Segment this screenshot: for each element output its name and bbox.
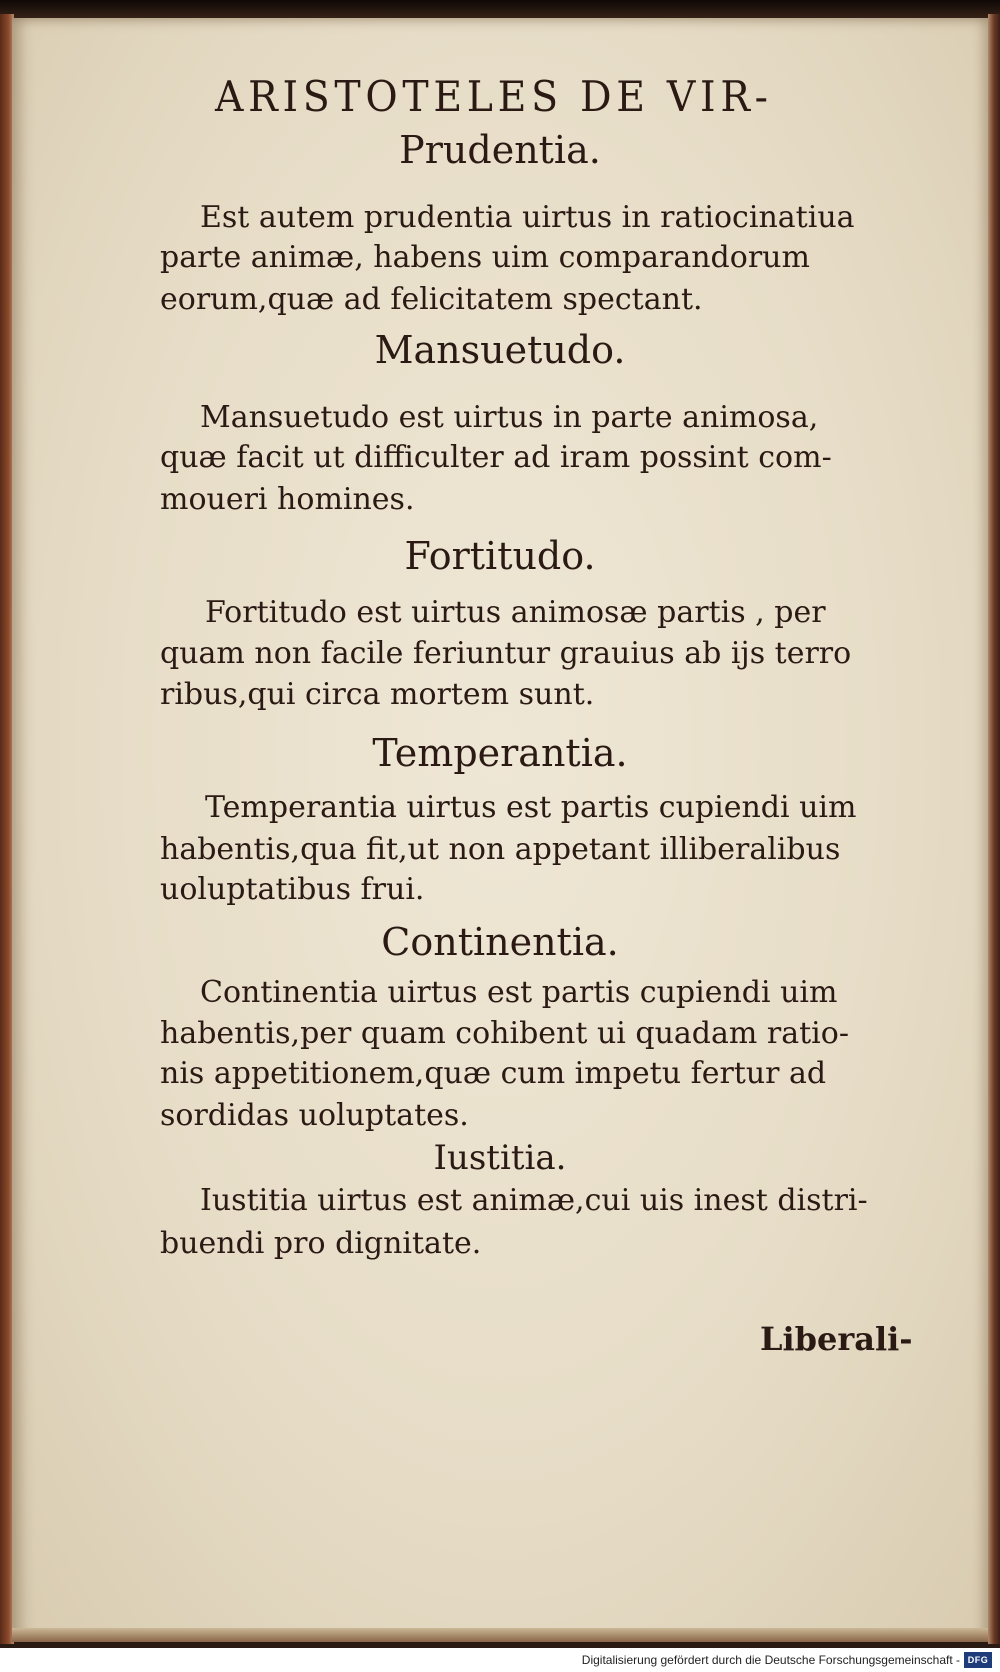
text-line: nis appetitionem,quæ cum impetu fertur ad (160, 1056, 827, 1091)
digitization-footer (0, 1648, 1000, 1672)
text-line: Continentia uirtus est partis cupiendi uim (200, 975, 838, 1010)
text-line: buendi pro dignitate. (160, 1226, 482, 1261)
section-heading-fortitudo: Fortitudo. (404, 534, 596, 578)
text-line: habentis,per quam cohibent ui quadam ratio- (160, 1016, 849, 1051)
text-line: quam non facile feriuntur grauius ab ijs terro (160, 636, 852, 671)
text-line: habentis,qua fit,ut non appetant illiberalibus (160, 832, 841, 867)
section-heading-continentia: Continentia. (381, 920, 619, 964)
text-line: moueri homines. (160, 482, 415, 517)
page-bottom-edge (12, 1628, 988, 1642)
text-line: Mansuetudo est uirtus in parte animosa, (200, 400, 819, 435)
dfg-logo: DFG (964, 1652, 992, 1668)
text-line: quæ facit ut difficulter ad iram possint com- (160, 440, 832, 475)
text-line: eorum,quæ ad felicitatem spectant. (160, 282, 703, 317)
section-heading-prudentia: Prudentia. (399, 128, 601, 172)
text-line: Est autem prudentia uirtus in ratiocinatiua (200, 200, 855, 235)
catchword: Liberali- (760, 1320, 913, 1358)
scan-top-border (0, 0, 1000, 20)
text-line: sordidas uoluptates. (160, 1098, 469, 1133)
footer-credit-text: Digitalisierung gefördert durch die Deutsche Forschungsgemeinschaft - (581, 1653, 960, 1667)
text-line: Fortitudo est uirtus animosæ partis , per (205, 595, 826, 630)
section-heading-mansuetudo: Mansuetudo. (374, 328, 626, 372)
section-heading-iustitia: Iustitia. (433, 1138, 567, 1178)
text-line: uoluptatibus frui. (160, 872, 425, 907)
running-head: ARISTOTELES DE VIR- (215, 72, 773, 121)
section-heading-temperantia: Temperantia. (372, 731, 628, 775)
text-line: ribus,qui circa mortem sunt. (160, 677, 595, 712)
binding-right-edge (988, 14, 1000, 1644)
text-line: parte animæ, habens uim comparandorum (160, 240, 810, 275)
text-line: Temperantia uirtus est partis cupiendi uim (205, 790, 857, 825)
text-line: Iustitia uirtus est animæ,cui uis inest distri- (200, 1183, 868, 1218)
